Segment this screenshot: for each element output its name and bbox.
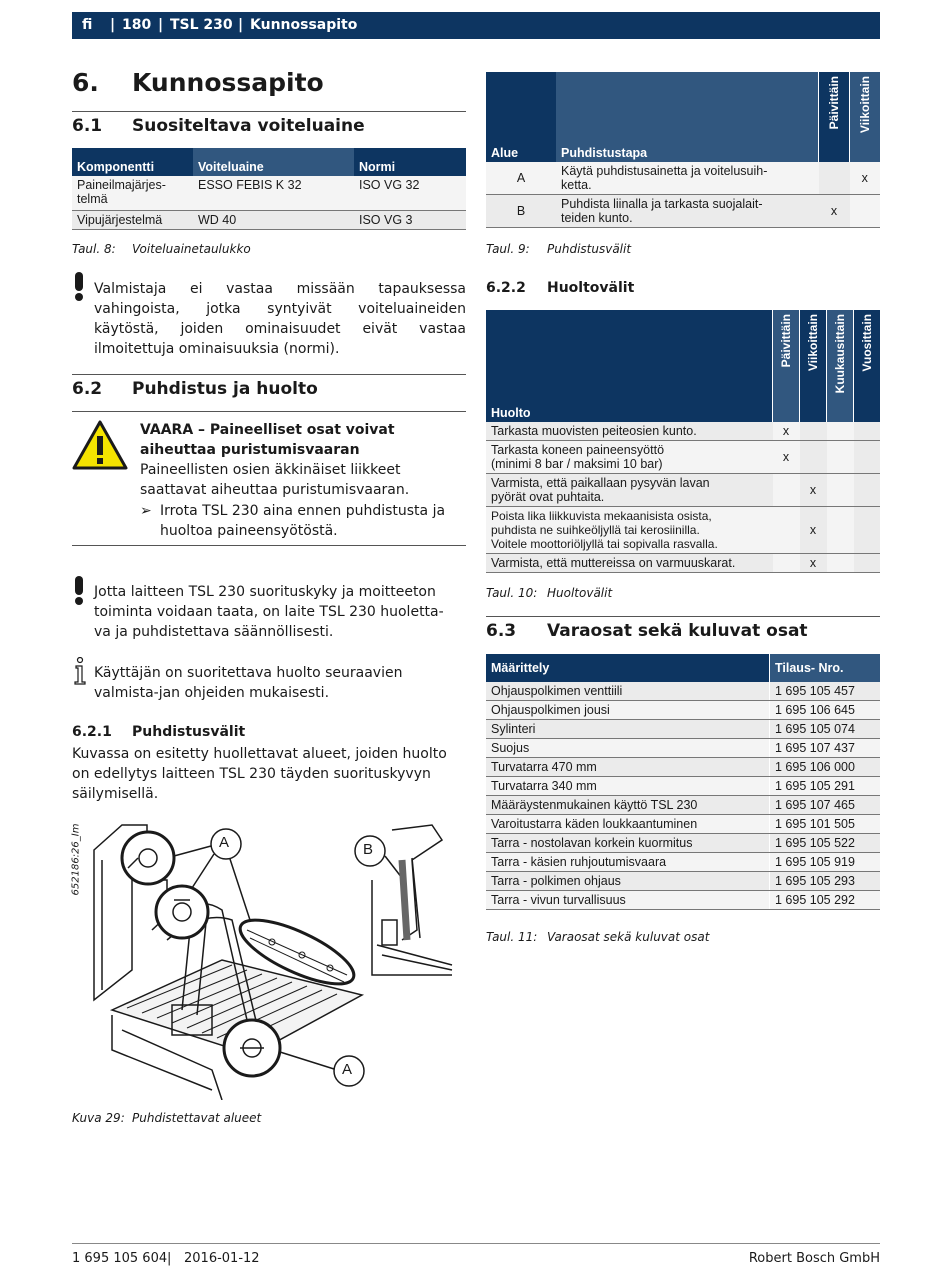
figure-caption-number: Kuva 29: <box>72 1111 125 1125</box>
table-cell: x <box>850 162 881 195</box>
footer-sep: | <box>167 1251 172 1266</box>
section-6-1-title: Suositeltava voiteluaine <box>132 116 365 136</box>
section-6-3-title: Varaosat sekä kuluvat osat <box>547 621 808 641</box>
section-6-1-number: 6.1 <box>72 116 103 136</box>
table-cell <box>800 422 827 441</box>
label-a: A <box>219 834 230 851</box>
col-header: Puhdistustapa <box>556 72 819 162</box>
table-cell: 1 695 106 000 <box>770 758 881 777</box>
table-row <box>486 682 880 701</box>
table-cell <box>827 422 854 441</box>
label-b: B <box>363 841 374 858</box>
warning-triangle-icon <box>72 420 128 470</box>
table-cell <box>827 507 854 554</box>
table-cell <box>854 554 881 573</box>
header-product: TSL 230 <box>170 17 233 33</box>
table-row <box>486 507 880 554</box>
table-cell <box>854 441 881 474</box>
col-header: Viikoittain <box>800 310 827 422</box>
footer-divider <box>72 1243 880 1244</box>
table-row <box>486 162 880 195</box>
table-cell: Tarra - polkimen ohjaus <box>486 872 770 891</box>
footer-docnum: 1 695 105 604 <box>72 1251 168 1266</box>
col-header: Tilaus- Nro. <box>770 654 881 682</box>
table-cell: x <box>819 195 850 228</box>
col-header: Alue <box>486 72 556 162</box>
table-cell: Varoitustarra käden loukkaantuminen <box>486 815 770 834</box>
table-cell: x <box>773 422 800 441</box>
table-cell: Vipujärjestelmä <box>72 210 193 229</box>
col-header: Kuukausittain <box>827 310 854 422</box>
table-row <box>486 853 880 872</box>
table-row <box>486 195 880 228</box>
divider <box>72 545 466 546</box>
table-row <box>486 739 880 758</box>
table-cell: x <box>800 474 827 507</box>
table-cell: 1 695 105 457 <box>770 682 881 701</box>
footer-date: 2016-01-12 <box>184 1251 260 1266</box>
table-caption-number: Taul. 9: <box>486 242 530 256</box>
table-caption: Voiteluainetaulukko <box>132 242 251 256</box>
table-caption-number: Taul. 10: <box>486 586 538 600</box>
table-cell <box>773 474 800 507</box>
figure-drawing <box>72 820 462 1100</box>
table-cell: Poista lika liikkuvista mekaanisista osista, puhdista ne suihkeöljyllä tai kerosiinilla. Voitele moottoriöljyllä tai sopivalla rasvalla. <box>486 507 773 554</box>
table-row <box>486 441 880 474</box>
divider <box>72 111 466 112</box>
header-section: Kunnossapito <box>250 17 358 33</box>
table-cell: Määräystenmukainen käyttö TSL 230 <box>486 796 770 815</box>
table-cell: Suojus <box>486 739 770 758</box>
table-cell: 1 695 105 291 <box>770 777 881 796</box>
label-a: A <box>342 1061 353 1078</box>
header-sep: | <box>238 17 244 33</box>
section-6-2-title: Puhdistus ja huolto <box>132 379 318 399</box>
col-header: Komponentti <box>72 148 193 176</box>
table-cell: 1 695 105 074 <box>770 720 881 739</box>
table-cell <box>854 507 881 554</box>
cleaning-interval-table <box>486 72 880 228</box>
table-cell: x <box>800 507 827 554</box>
table-cell: 1 695 105 293 <box>770 872 881 891</box>
table-cell <box>773 554 800 573</box>
exclamation-icon <box>72 272 86 302</box>
table-cell: Sylinteri <box>486 720 770 739</box>
figure-code: 652186:26_Im <box>70 823 82 896</box>
service-interval-table <box>486 310 880 573</box>
table-cell: 1 695 105 292 <box>770 891 881 910</box>
table-cell: 1 695 107 437 <box>770 739 881 758</box>
table-cell: Ohjauspolkimen jousi <box>486 701 770 720</box>
table-row <box>486 422 880 441</box>
table-row <box>486 815 880 834</box>
header-sep: | <box>110 17 116 33</box>
section-6-2-number: 6.2 <box>72 379 103 399</box>
chapter-title: Kunnossapito <box>132 68 324 97</box>
section-6-2-1-number: 6.2.1 <box>72 724 112 740</box>
header-page: 180 <box>122 17 152 33</box>
table-cell: Käytä puhdistusainetta ja voitelusuih- ketta. <box>556 162 819 195</box>
pallet-cleaning-figure <box>72 820 462 1100</box>
table-cell: Tarkasta koneen paineensyöttö (minimi 8 bar / maksimi 10 bar) <box>486 441 773 474</box>
col-header: Määrittely <box>486 654 770 682</box>
exclamation-icon <box>72 576 86 606</box>
table-row <box>486 758 880 777</box>
table-caption: Huoltovälit <box>547 586 613 600</box>
table-cell: Varmista, että paikallaan pysyvän lavan pyörät ovat puhtaita. <box>486 474 773 507</box>
header-lang: fi <box>82 17 93 33</box>
section-6-3-number: 6.3 <box>486 621 517 641</box>
table-caption-number: Taul. 8: <box>72 242 116 256</box>
table-cell <box>800 441 827 474</box>
table-row <box>486 701 880 720</box>
table-cell: 1 695 105 919 <box>770 853 881 872</box>
table-cell <box>827 474 854 507</box>
note-text: Jotta laitteen TSL 230 suorituskyky ja moitteeton toiminta voidaan taata, on laite TSL 230 huoletta-va ja puhdistettava säännöllisesti. <box>94 584 444 640</box>
col-header: Huolto <box>486 310 773 422</box>
table-cell: Varmista, että muttereissa on varmuuskarat. <box>486 554 773 573</box>
page-header <box>72 12 880 39</box>
table-row <box>486 554 880 573</box>
lubricant-table <box>72 148 466 230</box>
table-cell <box>850 195 881 228</box>
table-cell <box>854 474 881 507</box>
table-row <box>486 777 880 796</box>
section-6-2-1-text: Kuvassa on esitetty huollettavat alueet, joiden huolto on edellytys laitteen TSL 230 täyden suorituskyvyn säilymisellä. <box>72 746 447 802</box>
danger-action: Irrota TSL 230 aina ennen puhdistusta ja huoltoa paineensyötöstä. <box>160 503 446 539</box>
table-cell <box>827 554 854 573</box>
col-header: Päivittäin <box>819 72 850 162</box>
info-text: Käyttäjän on suoritettava huolto seuraavien valmista-jan ohjeiden mukaisesti. <box>94 665 403 701</box>
table-cell: Ohjauspolkimen venttiili <box>486 682 770 701</box>
table-row <box>486 720 880 739</box>
info-icon <box>72 657 88 685</box>
footer-company: Robert Bosch GmbH <box>748 1251 880 1266</box>
table-cell: 1 695 106 645 <box>770 701 881 720</box>
table-cell: Turvatarra 340 mm <box>486 777 770 796</box>
table-cell: 1 695 105 522 <box>770 834 881 853</box>
table-cell <box>819 162 850 195</box>
table-cell <box>827 441 854 474</box>
divider <box>72 411 466 412</box>
divider <box>72 374 466 375</box>
table-caption: Varaosat sekä kuluvat osat <box>547 930 710 944</box>
section-6-2-2-title: Huoltovälit <box>547 280 635 296</box>
table-cell: Tarkasta muovisten peiteosien kunto. <box>486 422 773 441</box>
table-cell: Paineilmajärjes- telmä <box>72 176 193 210</box>
table-row <box>486 891 880 910</box>
spare-parts-table <box>486 654 880 910</box>
table-row <box>486 474 880 507</box>
table-cell: 1 695 107 465 <box>770 796 881 815</box>
section-6-2-2-number: 6.2.2 <box>486 280 526 296</box>
table-row <box>72 176 466 210</box>
table-cell: B <box>486 195 556 228</box>
table-cell <box>854 422 881 441</box>
arrow-icon: ➢ <box>140 503 152 519</box>
section-6-2-1-title: Puhdistusvälit <box>132 724 246 740</box>
col-header: Voiteluaine <box>193 148 354 176</box>
table-cell: A <box>486 162 556 195</box>
table-cell: ISO VG 3 <box>354 210 466 229</box>
table-row <box>72 210 466 229</box>
table-row <box>486 796 880 815</box>
table-cell: ESSO FEBIS K 32 <box>193 176 354 210</box>
table-cell: ISO VG 32 <box>354 176 466 210</box>
table-cell: Tarra - vivun turvallisuus <box>486 891 770 910</box>
table-caption: Puhdistusvälit <box>547 242 632 256</box>
col-header: Päivittäin <box>773 310 800 422</box>
header-sep: | <box>158 17 164 33</box>
table-cell: x <box>773 441 800 474</box>
danger-title: VAARA – Paineelliset osat voivat aiheuttaa puristumisvaaran <box>140 422 395 458</box>
table-cell <box>773 507 800 554</box>
table-caption-number: Taul. 11: <box>486 930 538 944</box>
table-cell: WD 40 <box>193 210 354 229</box>
chapter-number: 6. <box>72 68 99 97</box>
note-text: Valmistaja ei vastaa missään tapauksessa vahingoista, jotka syntyivät voiteluaineiden käytöstä, joiden ominaisuudet eivät vastaa ilmoitettuja ominaisuuksia (normi). <box>94 281 466 357</box>
col-header: Normi <box>354 148 466 176</box>
col-header: Viikoittain <box>850 72 881 162</box>
col-header: Vuosittain <box>854 310 881 422</box>
table-cell: Tarra - käsien ruhjoutumisvaara <box>486 853 770 872</box>
table-cell: x <box>800 554 827 573</box>
table-cell: Puhdista liinalla ja tarkasta suojalait- teiden kunto. <box>556 195 819 228</box>
figure-caption: Puhdistettavat alueet <box>132 1111 262 1125</box>
table-cell: Tarra - nostolavan korkein kuormitus <box>486 834 770 853</box>
table-cell: Turvatarra 470 mm <box>486 758 770 777</box>
table-row <box>486 872 880 891</box>
table-row <box>486 834 880 853</box>
danger-text: Paineellisten osien äkkinäiset liikkeet saattavat aiheuttaa puristumisvaaran. <box>140 462 410 498</box>
divider <box>486 616 880 617</box>
table-cell: 1 695 101 505 <box>770 815 881 834</box>
